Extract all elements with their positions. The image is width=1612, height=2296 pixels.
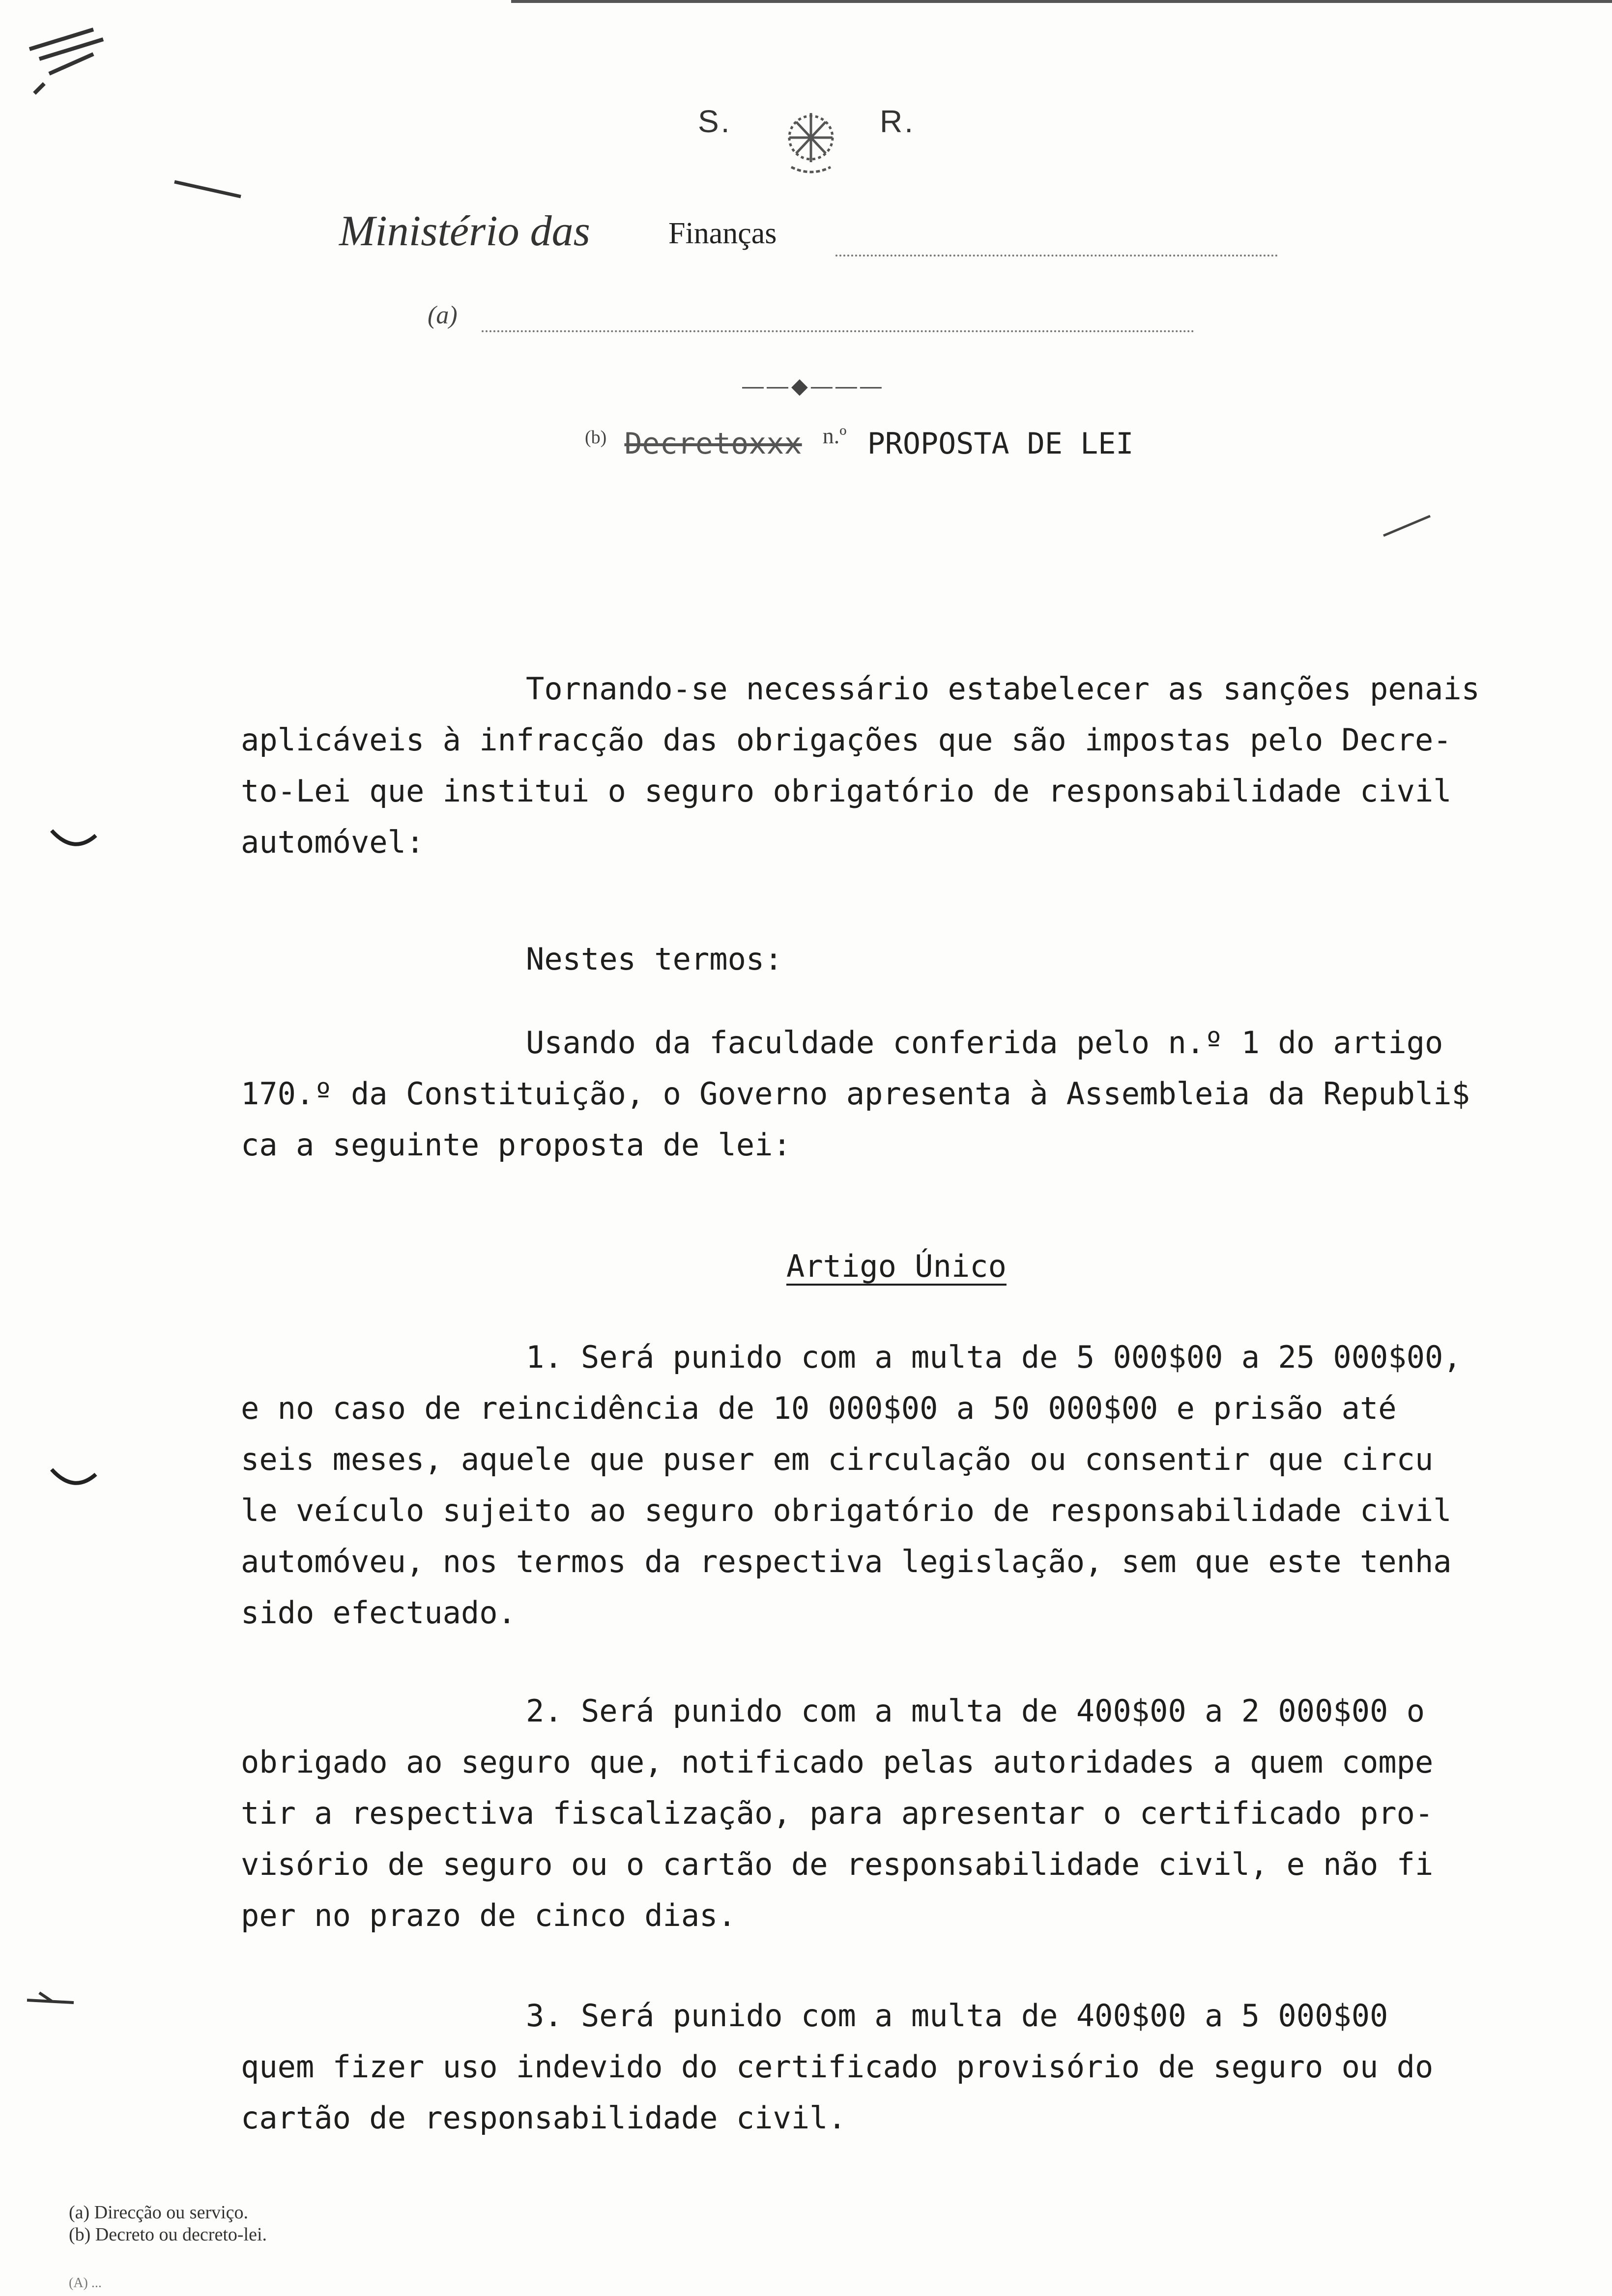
article-line: per no prazo de cinco dias. <box>241 1897 736 1933</box>
ministry-dotted-line <box>835 255 1278 257</box>
top-edge-rule <box>511 0 1612 3</box>
article-line: tir a respectiva fiscalização, para apresentar o certificado pro- <box>241 1795 1434 1831</box>
footnote-marker-b: (b) <box>585 427 607 448</box>
enactment-line: Usando da faculdade conferida pelo n.º 1 do artigo <box>526 1025 1443 1061</box>
ministry-label: Ministério das <box>339 207 590 255</box>
number-abbrev: n.º <box>822 423 847 448</box>
article-item-2 <box>241 1686 1587 1941</box>
article-line: quem fizer uso indevido do certificado provisório de seguro ou do <box>241 2049 1434 2085</box>
article-item-3 <box>241 1990 1587 2144</box>
preamble-line: Tornando-se necessário estabelecer as sanções penais <box>526 671 1480 707</box>
article-line: e no caso de reincidência de 10 000$00 a 50 000$00 e prisão até <box>241 1390 1397 1426</box>
article-line: 2. Será punido com a multa de 400$00 a 2 000$00 o <box>526 1693 1425 1729</box>
article-line: le veículo sujeito ao seguro obrigatório de responsabilidade civil <box>241 1492 1452 1528</box>
article-line: automóveu, nos termos da respectiva legislação, sem que este tenha <box>241 1544 1452 1579</box>
header-ornament: ——◆——— <box>742 374 885 398</box>
department-dotted-line <box>482 330 1194 332</box>
punch-hole-mark-top <box>49 826 98 855</box>
punch-hole-mark-bottom <box>49 1464 98 1494</box>
article-line: 3. Será punido com a multa de 400$00 a 5 000$00 <box>526 1998 1388 2034</box>
right-stroke-mark <box>1381 511 1440 541</box>
enactment-line: ca a seguinte proposta de lei: <box>241 1127 791 1163</box>
terms-paragraph <box>241 934 1587 985</box>
crest-seal-icon <box>772 103 850 182</box>
header-r-letter: R. <box>880 104 915 139</box>
enactment-line: 170.º da Constituição, o Governo apresenta à Assembleia da Republi$ <box>241 1076 1470 1112</box>
footnote-marker-a: (a) <box>428 301 458 329</box>
article-line: seis meses, aquele que puser em circulação ou consentir que circu <box>241 1441 1434 1477</box>
document-title-line <box>585 423 1134 461</box>
footnote-a: (a) Direcção ou serviço. <box>69 2202 249 2223</box>
header-s-letter: S. <box>698 104 732 139</box>
margin-arrow-mark <box>25 1985 79 2015</box>
article-line: cartão de responsabilidade civil. <box>241 2100 846 2136</box>
article-line: sido efectuado. <box>241 1595 516 1631</box>
article-line: visório de seguro ou o cartão de responsabilidade civil, e não fi <box>241 1846 1434 1882</box>
article-line: 1. Será punido com a multa de 5 000$00 a 25 000$00, <box>526 1339 1462 1375</box>
article-line: obrigado ao seguro que, notificado pelas autoridades a quem compe <box>241 1744 1434 1780</box>
margin-stroke-mark <box>172 177 246 206</box>
printer-imprint: (A) ... <box>69 2275 102 2291</box>
corner-scribble-mark <box>20 20 118 98</box>
ministry-name: Finanças <box>668 217 777 250</box>
preamble-paragraph <box>241 663 1587 868</box>
article-item-1 <box>241 1332 1587 1638</box>
document-title: PROPOSTA DE LEI <box>867 427 1134 461</box>
preamble-line: aplicáveis à infracção das obrigações que são impostas pelo Decre- <box>241 722 1452 758</box>
struck-decree-text: Decretoxxx <box>624 427 802 461</box>
article-heading: Artigo Único <box>786 1248 1007 1284</box>
preamble-line: automóvel: <box>241 824 425 860</box>
enactment-paragraph <box>241 1017 1587 1171</box>
footnote-b: (b) Decreto ou decreto-lei. <box>69 2224 267 2245</box>
preamble-line: to-Lei que institui o seguro obrigatório de responsabilidade civil <box>241 773 1452 809</box>
terms-line: Nestes termos: <box>526 941 783 977</box>
